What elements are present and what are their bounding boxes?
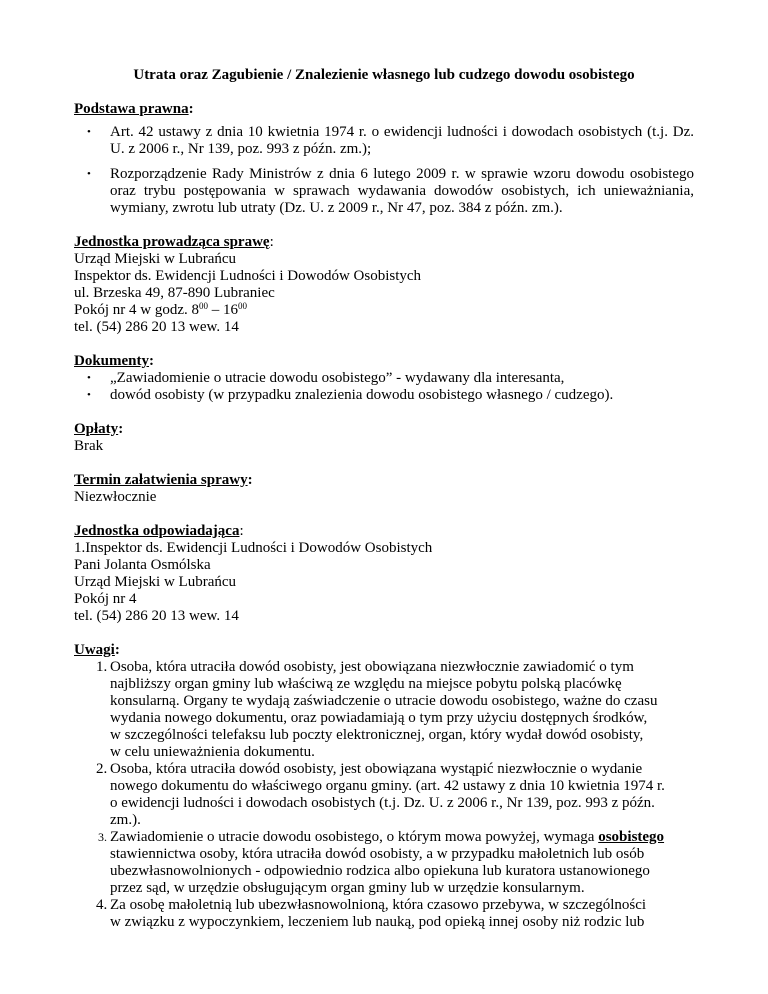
note-number: 2. bbox=[96, 761, 108, 777]
note-line: stawiennictwa osoby, która utraciła dowód osobisty, a w przypadku małoletnich lub osób bbox=[110, 846, 645, 862]
note-line: o ewidencji ludności i dowodach osobistych (t.j. Dz. U. z 2006 r., Nr 139, poz. 993 z późn. bbox=[110, 795, 655, 811]
documents-section bbox=[74, 353, 694, 404]
documents-heading: Dokumenty: bbox=[74, 353, 155, 369]
unit-phone: tel. (54) 286 20 13 wew. 14 bbox=[74, 319, 239, 335]
legal-basis-list bbox=[74, 124, 694, 217]
notes-list bbox=[74, 659, 694, 931]
fees-section bbox=[74, 421, 694, 455]
note-item bbox=[74, 761, 694, 829]
legal-basis-item: • Rozporządzenie Rady Ministrów z dnia 6 lutego 2009 r. w sprawie wzoru dowodu osobistego oraz trybu postępowania w sprawach wydawania dowodów osobistych, ich unieważniania, wymiany, zwrotu lub utraty (Dz. U. z 2009 r., Nr 47, poz. 384 z późn. zm.). bbox=[87, 166, 694, 216]
document-item: • dowód osobisty (w przypadku znalezienia dowodu osobistego własnego / cudzego). bbox=[87, 387, 614, 403]
notes-heading: Uwagi: bbox=[74, 642, 120, 658]
responsible-line: 1.Inspektor ds. Ewidencji Ludności i Dowodów Osobistych bbox=[74, 540, 433, 556]
note-line: w celu unieważnienia dokumentu. bbox=[110, 744, 315, 760]
notes-section bbox=[74, 642, 694, 931]
note-line: w związku z wypoczynkiem, leczeniem lub nauką, pod opieką innej osoby niż rodzic lub bbox=[110, 914, 645, 930]
bullet-icon: • bbox=[87, 389, 91, 401]
bullet-icon: • bbox=[87, 372, 91, 384]
note-line: przez sąd, w urzędzie obsługującym organ gminy lub w urzędzie konsularnym. bbox=[110, 880, 585, 896]
bullet-icon: • bbox=[87, 126, 91, 138]
documents-list bbox=[74, 370, 694, 404]
note-item bbox=[74, 829, 694, 897]
responsible-line: Pani Jolanta Osmólska bbox=[74, 557, 211, 573]
responsible-heading: Jednostka odpowiadająca: bbox=[74, 523, 244, 539]
legal-basis-item: • Art. 42 ustawy z dnia 10 kwietnia 1974 r. o ewidencji ludności i dowodach osobistych (t.j. Dz. U. z 2006 r., Nr 139, poz. 993 z późn. zm.); bbox=[87, 124, 694, 157]
note-number: 3. bbox=[98, 830, 107, 844]
note-item bbox=[74, 659, 694, 761]
responsible-line: Pokój nr 4 bbox=[74, 591, 137, 607]
deadline-heading: Termin załatwienia sprawy: bbox=[74, 472, 253, 488]
unit-line: Inspektor ds. Ewidencji Ludności i Dowodów Osobistych bbox=[74, 268, 422, 284]
deadline-section bbox=[74, 472, 694, 506]
responsible-section bbox=[74, 523, 694, 625]
note-item bbox=[74, 897, 694, 931]
document-page bbox=[74, 67, 694, 931]
unit-heading: Jednostka prowadząca sprawę: bbox=[74, 234, 274, 250]
note-line: Za osobę małoletnią lub ubezwłasnowolnioną, która czasowo przebywa, w szczególności bbox=[110, 897, 647, 913]
note-line: ubezwłasnowolnionych - odpowiednio rodzica albo opiekuna lub kuratora ustanowionego bbox=[110, 863, 650, 879]
note-line: konsularną. Organy te wydają zaświadczenie o utracie dowodu osobistego, ważne do czasu bbox=[110, 693, 658, 709]
unit-hours: Pokój nr 4 w godz. $8^{00} - 16^{00}$ bbox=[74, 301, 247, 318]
document-title: Utrata oraz Zagubienie / Znalezienie własnego lub cudzego dowodu osobistego bbox=[133, 67, 635, 83]
unit-line: ul. Brzeska 49, 87-890 Lubraniec bbox=[74, 285, 275, 301]
responsible-line: Urząd Miejski w Lubrańcu bbox=[74, 574, 237, 590]
unit-section bbox=[74, 234, 694, 336]
note-line: zm.). bbox=[110, 812, 141, 828]
note-line: Osoba, która utraciła dowód osobisty, jest obowiązana niezwłocznie zawiadomić o tym bbox=[110, 659, 634, 675]
note-line: w szczególności telefaksu lub poczty elektronicznej, organ, który wydał dowód osobisty, bbox=[110, 727, 644, 743]
fees-value: Brak bbox=[74, 438, 104, 454]
responsible-line: tel. (54) 286 20 13 wew. 14 bbox=[74, 608, 239, 624]
deadline-value: Niezwłocznie bbox=[74, 489, 157, 505]
bullet-icon: • bbox=[87, 168, 91, 180]
note-line: wydania nowego dokumentu, oraz powiadamiają o tym przy użyciu dostępnych środków, bbox=[110, 710, 648, 726]
document-item: • „Zawiadomienie o utracie dowodu osobistego” - wydawany dla interesanta, bbox=[87, 370, 565, 386]
note-line: Zawiadomienie o utracie dowodu osobistego, o którym mowa powyżej, wymaga osobistego bbox=[110, 829, 665, 845]
note-line: Osoba, która utraciła dowód osobisty, jest obowiązana wystąpić niezwłocznie o wydanie bbox=[110, 761, 643, 777]
fees-heading: Opłaty: bbox=[74, 421, 124, 437]
note-line: nowego dokumentu do właściwego organu gminy. (art. 42 ustawy z dnia 10 kwietnia 1974 r. bbox=[110, 778, 665, 794]
legal-basis-section bbox=[74, 101, 694, 217]
note-number: 1. bbox=[96, 659, 108, 675]
note-number: 4. bbox=[96, 897, 108, 913]
legal-basis-heading: Podstawa prawna: bbox=[74, 101, 194, 117]
unit-line: Urząd Miejski w Lubrańcu bbox=[74, 251, 237, 267]
note-line: najbliższy organ gminy lub właściwą ze względu na miejsce pobytu polską placówkę bbox=[110, 676, 622, 692]
